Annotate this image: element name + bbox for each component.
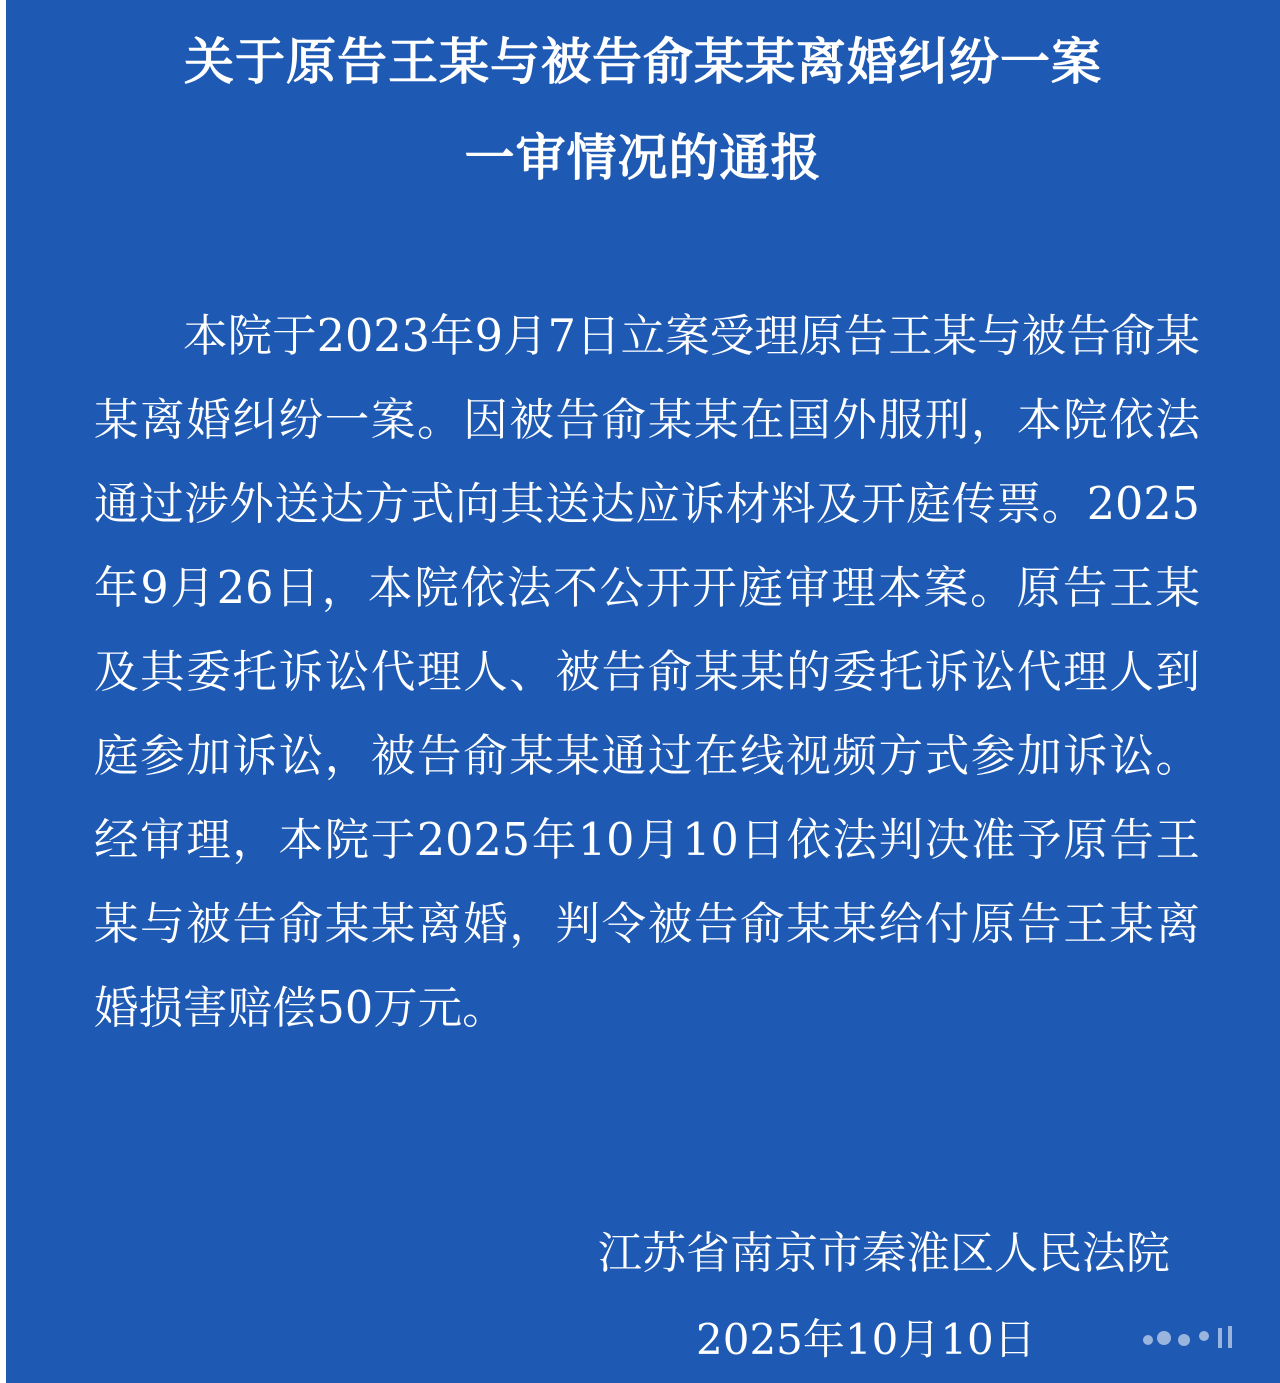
notice-title-line-2: 一审情况的通报 [464,129,822,187]
watermark-icon [1130,1320,1250,1356]
notice-body: 本院于2023年9月7日立案受理原告王某与被告俞某某离婚纠纷一案。因被告俞某某在国外服刑，本院依法通过涉外送达方式向其送达应诉材料及开庭传票。2025年9月26日，本院依法不公开开庭审理本案。原告王某及其委托诉讼代理人、被告俞某某的委托诉讼代理人到庭参加诉讼，被告俞某某通过在线视频方式参加诉讼。经审理，本院于2025年10月10日依法判决准予原告王某与被告俞某某离婚，判令被告俞某某给付原告王某离婚损害赔偿50万元。 [94,311,1200,1034]
court-signature: 江苏省南京市秦淮区人民法院 [598,1228,1170,1279]
notice-title-line-1: 关于原告王某与被告俞某某离婚纠纷一案 [184,33,1102,91]
notice-date: 2025年10月10日 [696,1315,1036,1364]
notice-panel [6,0,1280,1383]
